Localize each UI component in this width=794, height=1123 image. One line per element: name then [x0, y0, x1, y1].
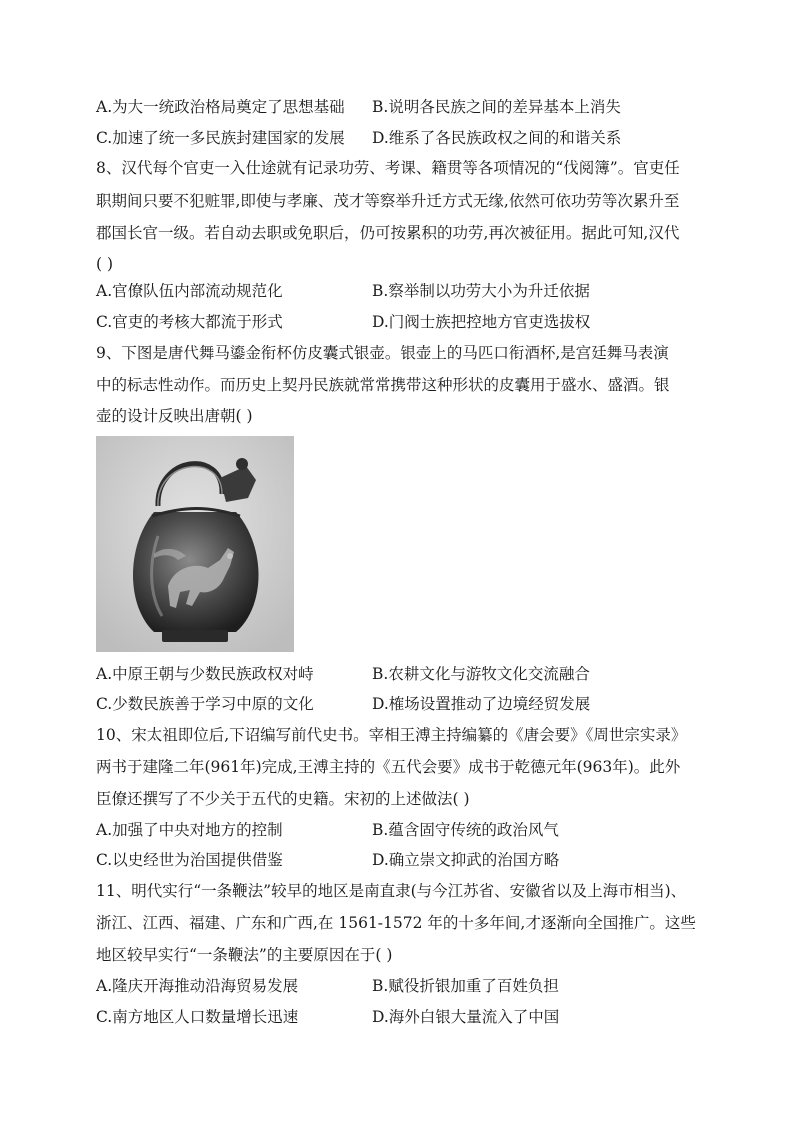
q9-option-c: C.少数民族善于学习中原的文化 — [96, 695, 314, 713]
q7-option-c: C.加速了统一多民族封建国家的发展 — [96, 129, 345, 147]
q10-stem-line-3: 臣僚还撰写了不少关于五代的史籍。宋初的上述做法( ) — [96, 790, 470, 808]
q8-option-a: A.官僚队伍内部流动规范化 — [96, 282, 283, 300]
q7-option-a: A.为大一统政治格局奠定了思想基础 — [96, 98, 345, 116]
q10-option-d: D.确立崇文抑武的治国方略 — [372, 851, 560, 869]
q10-option-c: C.以史经世为治国提供借鉴 — [96, 851, 283, 869]
q11-option-c: C.南方地区人口数量增长迅速 — [96, 1008, 299, 1026]
q10-option-a: A.加强了中央对地方的控制 — [96, 821, 283, 839]
q9-stem-line-2: 中的标志性动作。而历史上契丹民族就常常携带这种形状的皮囊用于盛水、盛酒。银 — [96, 376, 670, 394]
q10-stem-line-1: 10、宋太祖即位后,下诏编写前代史书。宰相王溥主持编纂的《唐会要》《周世宗实录》 — [96, 726, 687, 744]
silver-pot-illustration — [96, 436, 294, 652]
q10-stem-line-2: 两书于建隆二年(961年)完成,王溥主持的《五代会要》成书于乾德元年(963年)。此外 — [96, 758, 681, 776]
q11-stem-line-2: 浙江、江西、福建、广东和广西,在 1561-1572 年的十多年间,才逐渐向全国推广。这些 — [96, 914, 696, 932]
q10-option-b: B.蕴含固守传统的政治风气 — [372, 821, 559, 839]
q8-option-c: C.官吏的考核大都流于形式 — [96, 313, 283, 331]
q7-option-d: D.维系了各民族政权之间的和谐关系 — [372, 129, 622, 147]
q11-option-a: A.隆庆开海推动沿海贸易发展 — [96, 977, 299, 995]
q11-stem-line-1: 11、明代实行“一条鞭法”较早的地区是南直隶(与今江苏省、安徽省以及上海市相当)、 — [96, 882, 687, 900]
q8-option-d: D.门阀士族把控地方官吏选拔权 — [372, 313, 591, 331]
silver-pot-photo — [96, 436, 294, 652]
q7-option-b: B.说明各民族之间的差异基本上消失 — [372, 98, 621, 116]
q8-stem-line-1: 8、汉代每个官吏一入仕途就有记录功劳、考课、籍贯等各项情况的“伐阅簿”。官吏任 — [96, 159, 680, 177]
q9-option-d: D.榷场设置推动了边境经贸发展 — [372, 695, 591, 713]
q11-option-b: B.赋役折银加重了百姓负担 — [372, 977, 559, 995]
q8-option-b: B.察举制以功劳大小为升迁依据 — [372, 282, 590, 300]
q9-option-a: A.中原王朝与少数民族政权对峙 — [96, 665, 314, 683]
q8-stem-line-3: 郡国长官一级。若自动去职或免职后，仍可按累积的功劳,再次被征用。据此可知,汉代 — [96, 224, 680, 242]
q11-option-d: D.海外白银大量流入了中国 — [372, 1008, 560, 1026]
q8-stem-line-2: 职期间只要不犯赃罪,即使与孝廉、茂才等察举升迁方式无缘,依然可依功劳等次累升至 — [96, 192, 680, 210]
q9-option-b: B.农耕文化与游牧文化交流融合 — [372, 665, 590, 683]
q9-stem-line-3: 壶的设计反映出唐朝( ) — [96, 407, 253, 425]
q8-stem-line-4: ( ) — [96, 255, 114, 273]
q11-stem-line-3: 地区较早实行“一条鞭法”的主要原因在于( ) — [96, 946, 393, 964]
q9-stem-line-1: 9、下图是唐代舞马鎏金衔杯仿皮囊式银壶。银壶上的马匹口衔酒杯,是宫廷舞马表演 — [96, 344, 669, 362]
